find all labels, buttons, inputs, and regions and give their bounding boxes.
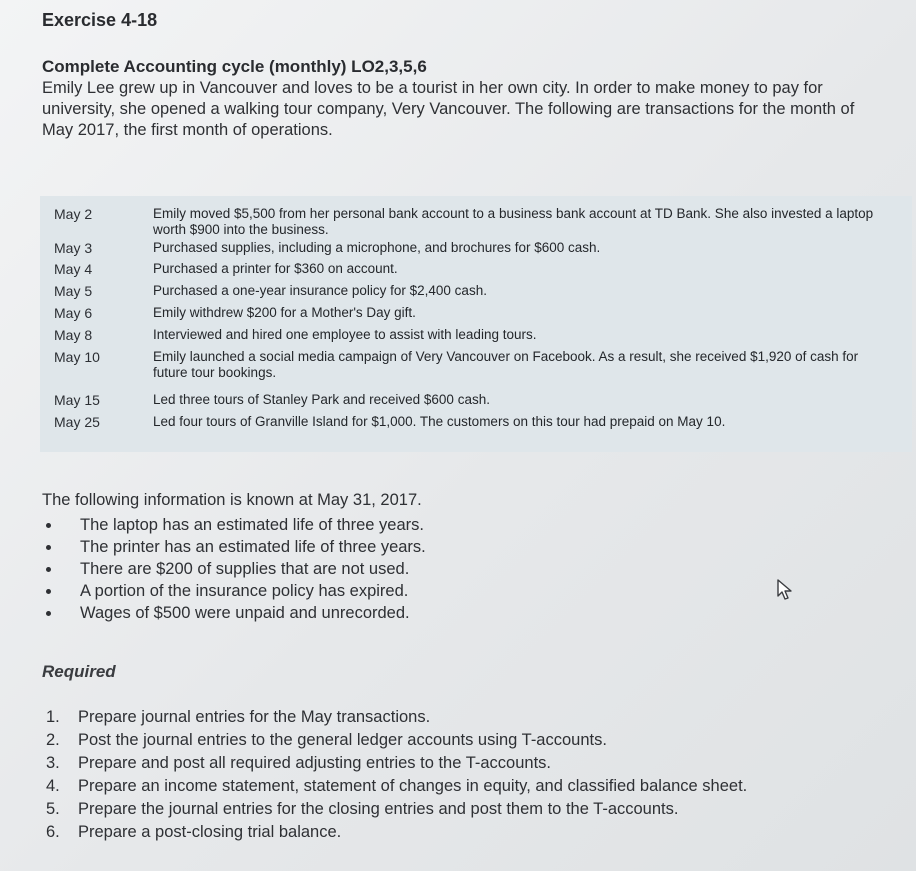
transaction-date: May 5: [54, 283, 93, 299]
transaction-date: May 15: [54, 392, 100, 408]
exercise-intro: Emily Lee grew up in Vancouver and loves to be a tourist in her own city. In order to make money to pay for university, she opened a walking tour company, Very Vancouver. The following are transactions for the month of May 2017, the first month of operations.: [42, 79, 855, 139]
transaction-date: May 3: [54, 240, 93, 256]
step-text: Prepare and post all required adjusting entries to the T-accounts.: [78, 754, 551, 772]
info-heading: The following information is known at May 31, 2017.: [42, 491, 422, 509]
transaction-description: Interviewed and hired one employee to assist with leading tours.: [153, 327, 537, 342]
bullet-icon: [46, 611, 51, 616]
exercise-title: Exercise 4-18: [42, 10, 158, 30]
step-text: Prepare a post-closing trial balance.: [78, 823, 342, 841]
mouse-pointer-icon: [776, 578, 796, 602]
required-heading: Required: [42, 662, 116, 681]
bullet-icon: [46, 545, 51, 550]
bullet-icon: [46, 589, 51, 594]
transaction-date: May 25: [54, 414, 100, 430]
transaction-description: Emily moved $5,500 from her personal bank account to a business bank account at TD Bank. She also invested a laptop worth $900 into the business.: [153, 206, 874, 237]
step-text: Prepare an income statement, statement of changes in equity, and classified balance sheet.: [78, 777, 748, 795]
list-item-text: The laptop has an estimated life of three years.: [80, 516, 424, 534]
step-number: 6.: [46, 823, 60, 841]
transaction-date: May 8: [54, 327, 93, 343]
bullet-icon: [46, 567, 51, 572]
step-number: 5.: [46, 800, 60, 818]
step-text: Prepare the journal entries for the closing entries and post them to the T-accounts.: [78, 800, 679, 818]
transaction-description: Emily launched a social media campaign of Very Vancouver on Facebook. As a result, she received $1,920 of cash for future tour bookings.: [153, 349, 859, 380]
bullet-icon: [46, 523, 51, 528]
step-number: 3.: [46, 754, 60, 772]
transaction-description: Emily withdrew $200 for a Mother's Day gift.: [153, 305, 416, 320]
step-number: 4.: [46, 777, 60, 795]
transaction-description: Led four tours of Granville Island for $1,000. The customers on this tour had prepaid on May 10.: [153, 414, 726, 429]
transaction-description: Led three tours of Stanley Park and received $600 cash.: [153, 392, 490, 407]
transaction-date: May 4: [54, 261, 93, 277]
transactions-table: [40, 196, 912, 452]
exercise-subtitle: Complete Accounting cycle (monthly) LO2,3,5,6: [42, 57, 427, 76]
list-item-text: A portion of the insurance policy has expired.: [80, 582, 409, 600]
list-item-text: There are $200 of supplies that are not used.: [80, 560, 410, 578]
transaction-date: May 6: [54, 305, 93, 321]
transaction-description: Purchased supplies, including a microphone, and brochures for $600 cash.: [153, 240, 601, 255]
list-item-text: The printer has an estimated life of three years.: [80, 538, 426, 556]
step-number: 1.: [46, 708, 60, 726]
transaction-date: May 10: [54, 349, 100, 365]
list-item-text: Wages of $500 were unpaid and unrecorded.: [80, 604, 410, 622]
step-text: Post the journal entries to the general ledger accounts using T-accounts.: [78, 731, 607, 749]
transaction-date: May 2: [54, 206, 93, 222]
transaction-description: Purchased a printer for $360 on account.: [153, 261, 398, 276]
step-number: 2.: [46, 731, 60, 749]
transaction-description: Purchased a one-year insurance policy for $2,400 cash.: [153, 283, 487, 298]
step-text: Prepare journal entries for the May transactions.: [78, 708, 431, 726]
